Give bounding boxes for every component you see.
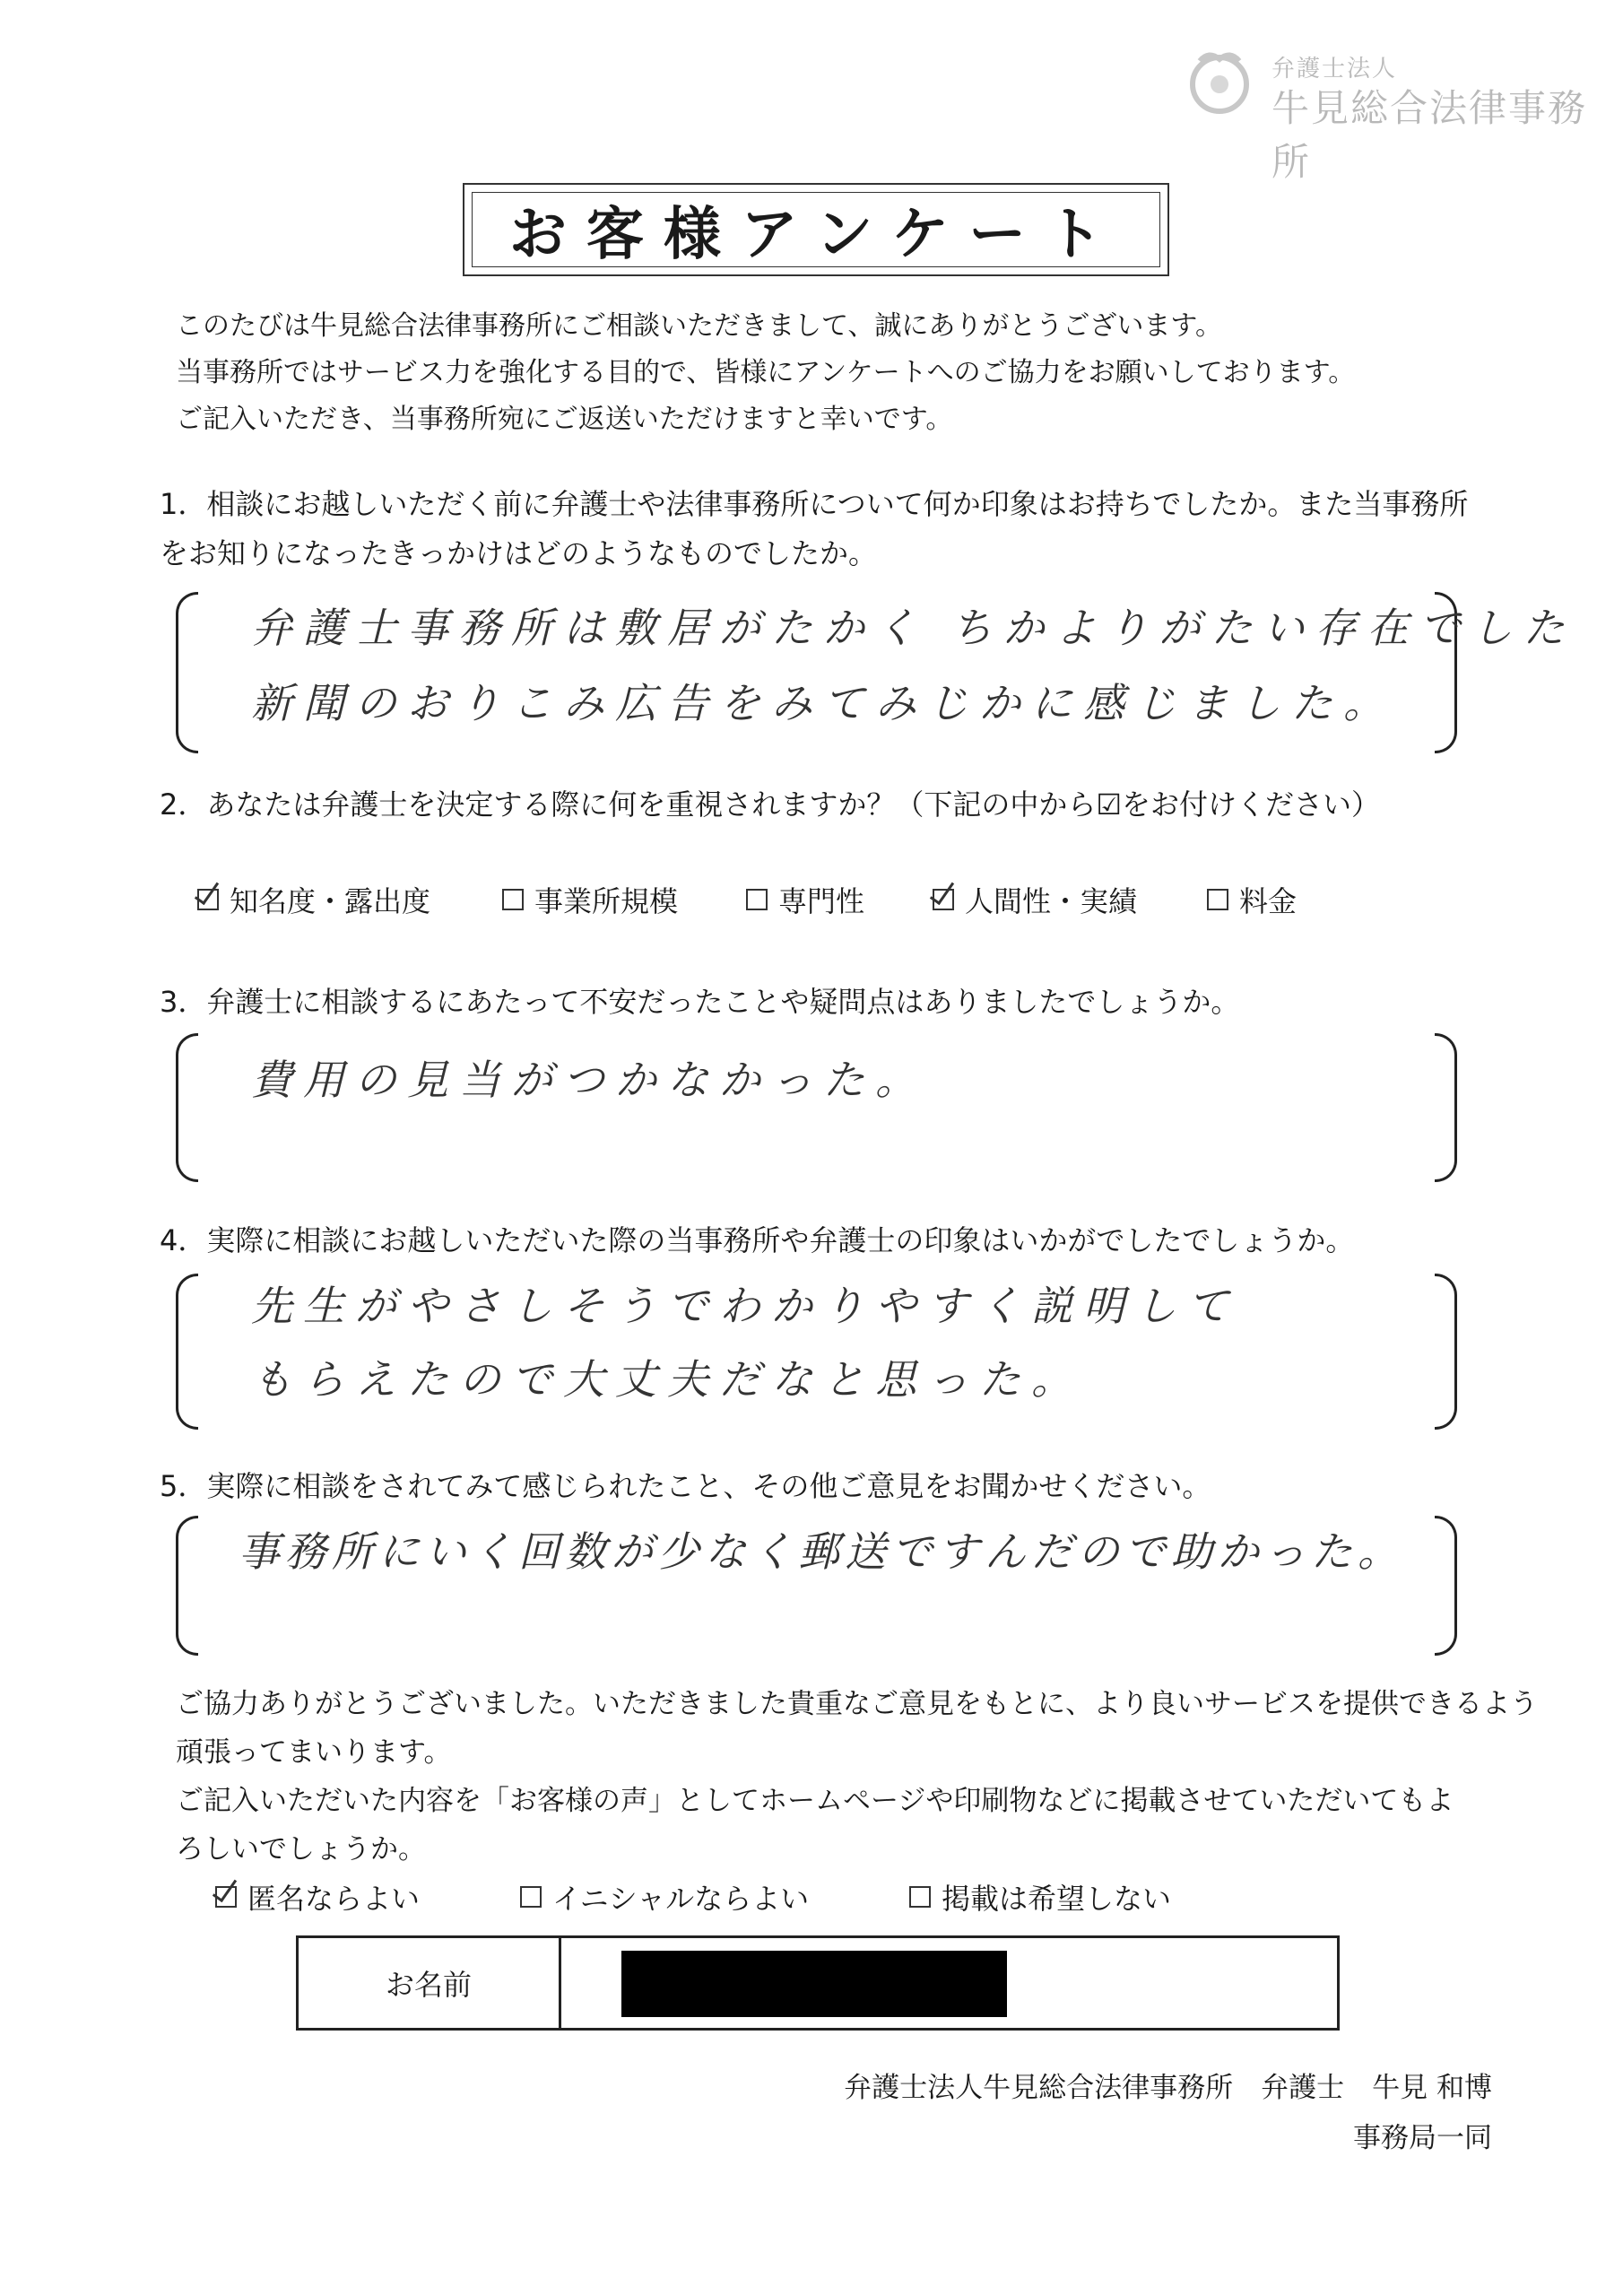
question-1: 1．相談にお越しいただく前に弁護士や法律事務所について何か印象はお持ちでしたか。また当事務所	[160, 487, 1469, 521]
checkbox[interactable]	[520, 1886, 542, 1908]
name-label: お名前	[299, 1938, 561, 2028]
option-anonymous[interactable]	[215, 1876, 420, 1918]
option-label: 人間性・実績	[965, 884, 1138, 918]
closing-text: ご協力ありがとうございました。いただきました貴重なご意見をもとに、より良いサービスを提供できるよう	[176, 1688, 1538, 1720]
checkbox[interactable]	[933, 889, 954, 910]
question-4: 4．実際に相談にお越しいただいた際の当事務所や弁護士の印象はいかがでしたでしょうか。	[160, 1223, 1355, 1257]
checkbox[interactable]	[197, 889, 219, 910]
handwritten-answer: 弁護士事務所は敷居がたかく ちかよりがたい存在でした	[251, 604, 1575, 652]
option-expertise[interactable]	[746, 879, 864, 920]
handwritten-answer: 先生がやさしそうでわかりやすく説明して	[251, 1282, 1239, 1330]
option-label: 専門性	[778, 884, 865, 918]
question-3: 3．弁護士に相談するにあたって不安だったことや疑問点はありましたでしょうか。	[160, 985, 1240, 1019]
checkbox[interactable]	[909, 1886, 931, 1908]
signature-firm: 弁護士法人牛見総合法律事務所 弁護士 牛見 和博	[844, 2072, 1492, 2104]
intro-line: 当事務所ではサービス力を強化する目的で、皆様にアンケートへのご協力をお願いしております。	[176, 357, 1356, 388]
handwritten-answer: もらえたので大丈夫だなと思った。	[251, 1355, 1083, 1404]
closing-text: 頑張ってまいります。	[176, 1736, 452, 1769]
checkbox[interactable]	[215, 1886, 237, 1908]
signature-office: 事務局一同	[1353, 2122, 1492, 2154]
answer-bracket-right	[1435, 1274, 1457, 1430]
question-5: 5．実際に相談をされてみて感じられたこと、その他ご意見をお聞かせください。	[160, 1469, 1211, 1503]
checkbox[interactable]	[1207, 889, 1228, 910]
option-awareness[interactable]	[197, 879, 430, 920]
option-label: 事業所規模	[534, 884, 679, 918]
option-label: 料金	[1239, 884, 1298, 918]
option-no-publish[interactable]	[909, 1876, 1171, 1918]
closing-text: ご記入いただいた内容を「お客様の声」としてホームページや印刷物などに掲載させていただいてもよ	[176, 1785, 1454, 1817]
question-1-cont: をお知りになったきっかけはどのようなものでしたか。	[160, 536, 878, 570]
handwritten-answer: 事務所にいく回数が少なく郵送ですんだので助かった。	[239, 1527, 1404, 1576]
option-label: 匿名ならよい	[247, 1882, 421, 1916]
handwritten-answer: 新聞のおりこみ広告をみてみじかに感じました。	[251, 679, 1395, 727]
option-initials[interactable]	[520, 1876, 809, 1918]
option-office-size[interactable]	[502, 879, 678, 920]
firm-logo-icon	[1182, 43, 1257, 118]
answer-bracket-left	[176, 1516, 198, 1656]
option-label: 知名度・露出度	[230, 884, 431, 918]
answer-bracket-left	[176, 592, 198, 753]
checkbox[interactable]	[746, 889, 768, 910]
logo-name: 牛見総合法律事務所	[1271, 86, 1588, 184]
page-title: お客様アンケート	[472, 192, 1160, 267]
checkbox[interactable]	[502, 889, 524, 910]
option-personality[interactable]	[933, 879, 1137, 920]
intro-line: このたびは牛見総合法律事務所にご相談いただきまして、誠にありがとうございます。	[176, 310, 1222, 342]
handwritten-answer: 費用の見当がつかなかった。	[251, 1056, 927, 1104]
question-2: 2．あなたは弁護士を決定する際に何を重視されますか？（下記の中から☑をお付けください）	[160, 787, 1381, 822]
redacted-name	[621, 1951, 1007, 2017]
intro-line: ご記入いただき、当事務所宛にご返送いただけますと幸いです。	[176, 404, 953, 435]
answer-bracket-right	[1435, 1033, 1457, 1182]
answer-bracket-left	[176, 1274, 198, 1430]
option-label: イニシャルならよい	[552, 1882, 810, 1916]
title-frame	[463, 183, 1169, 276]
name-field[interactable]	[296, 1935, 1340, 2031]
answer-bracket-right	[1435, 1516, 1457, 1656]
option-fee[interactable]	[1207, 879, 1297, 920]
option-label: 掲載は希望しない	[942, 1882, 1172, 1916]
logo-subtitle: 弁護士法人	[1271, 56, 1398, 83]
answer-bracket-left	[176, 1033, 198, 1182]
closing-text: ろしいでしょうか。	[176, 1833, 426, 1866]
